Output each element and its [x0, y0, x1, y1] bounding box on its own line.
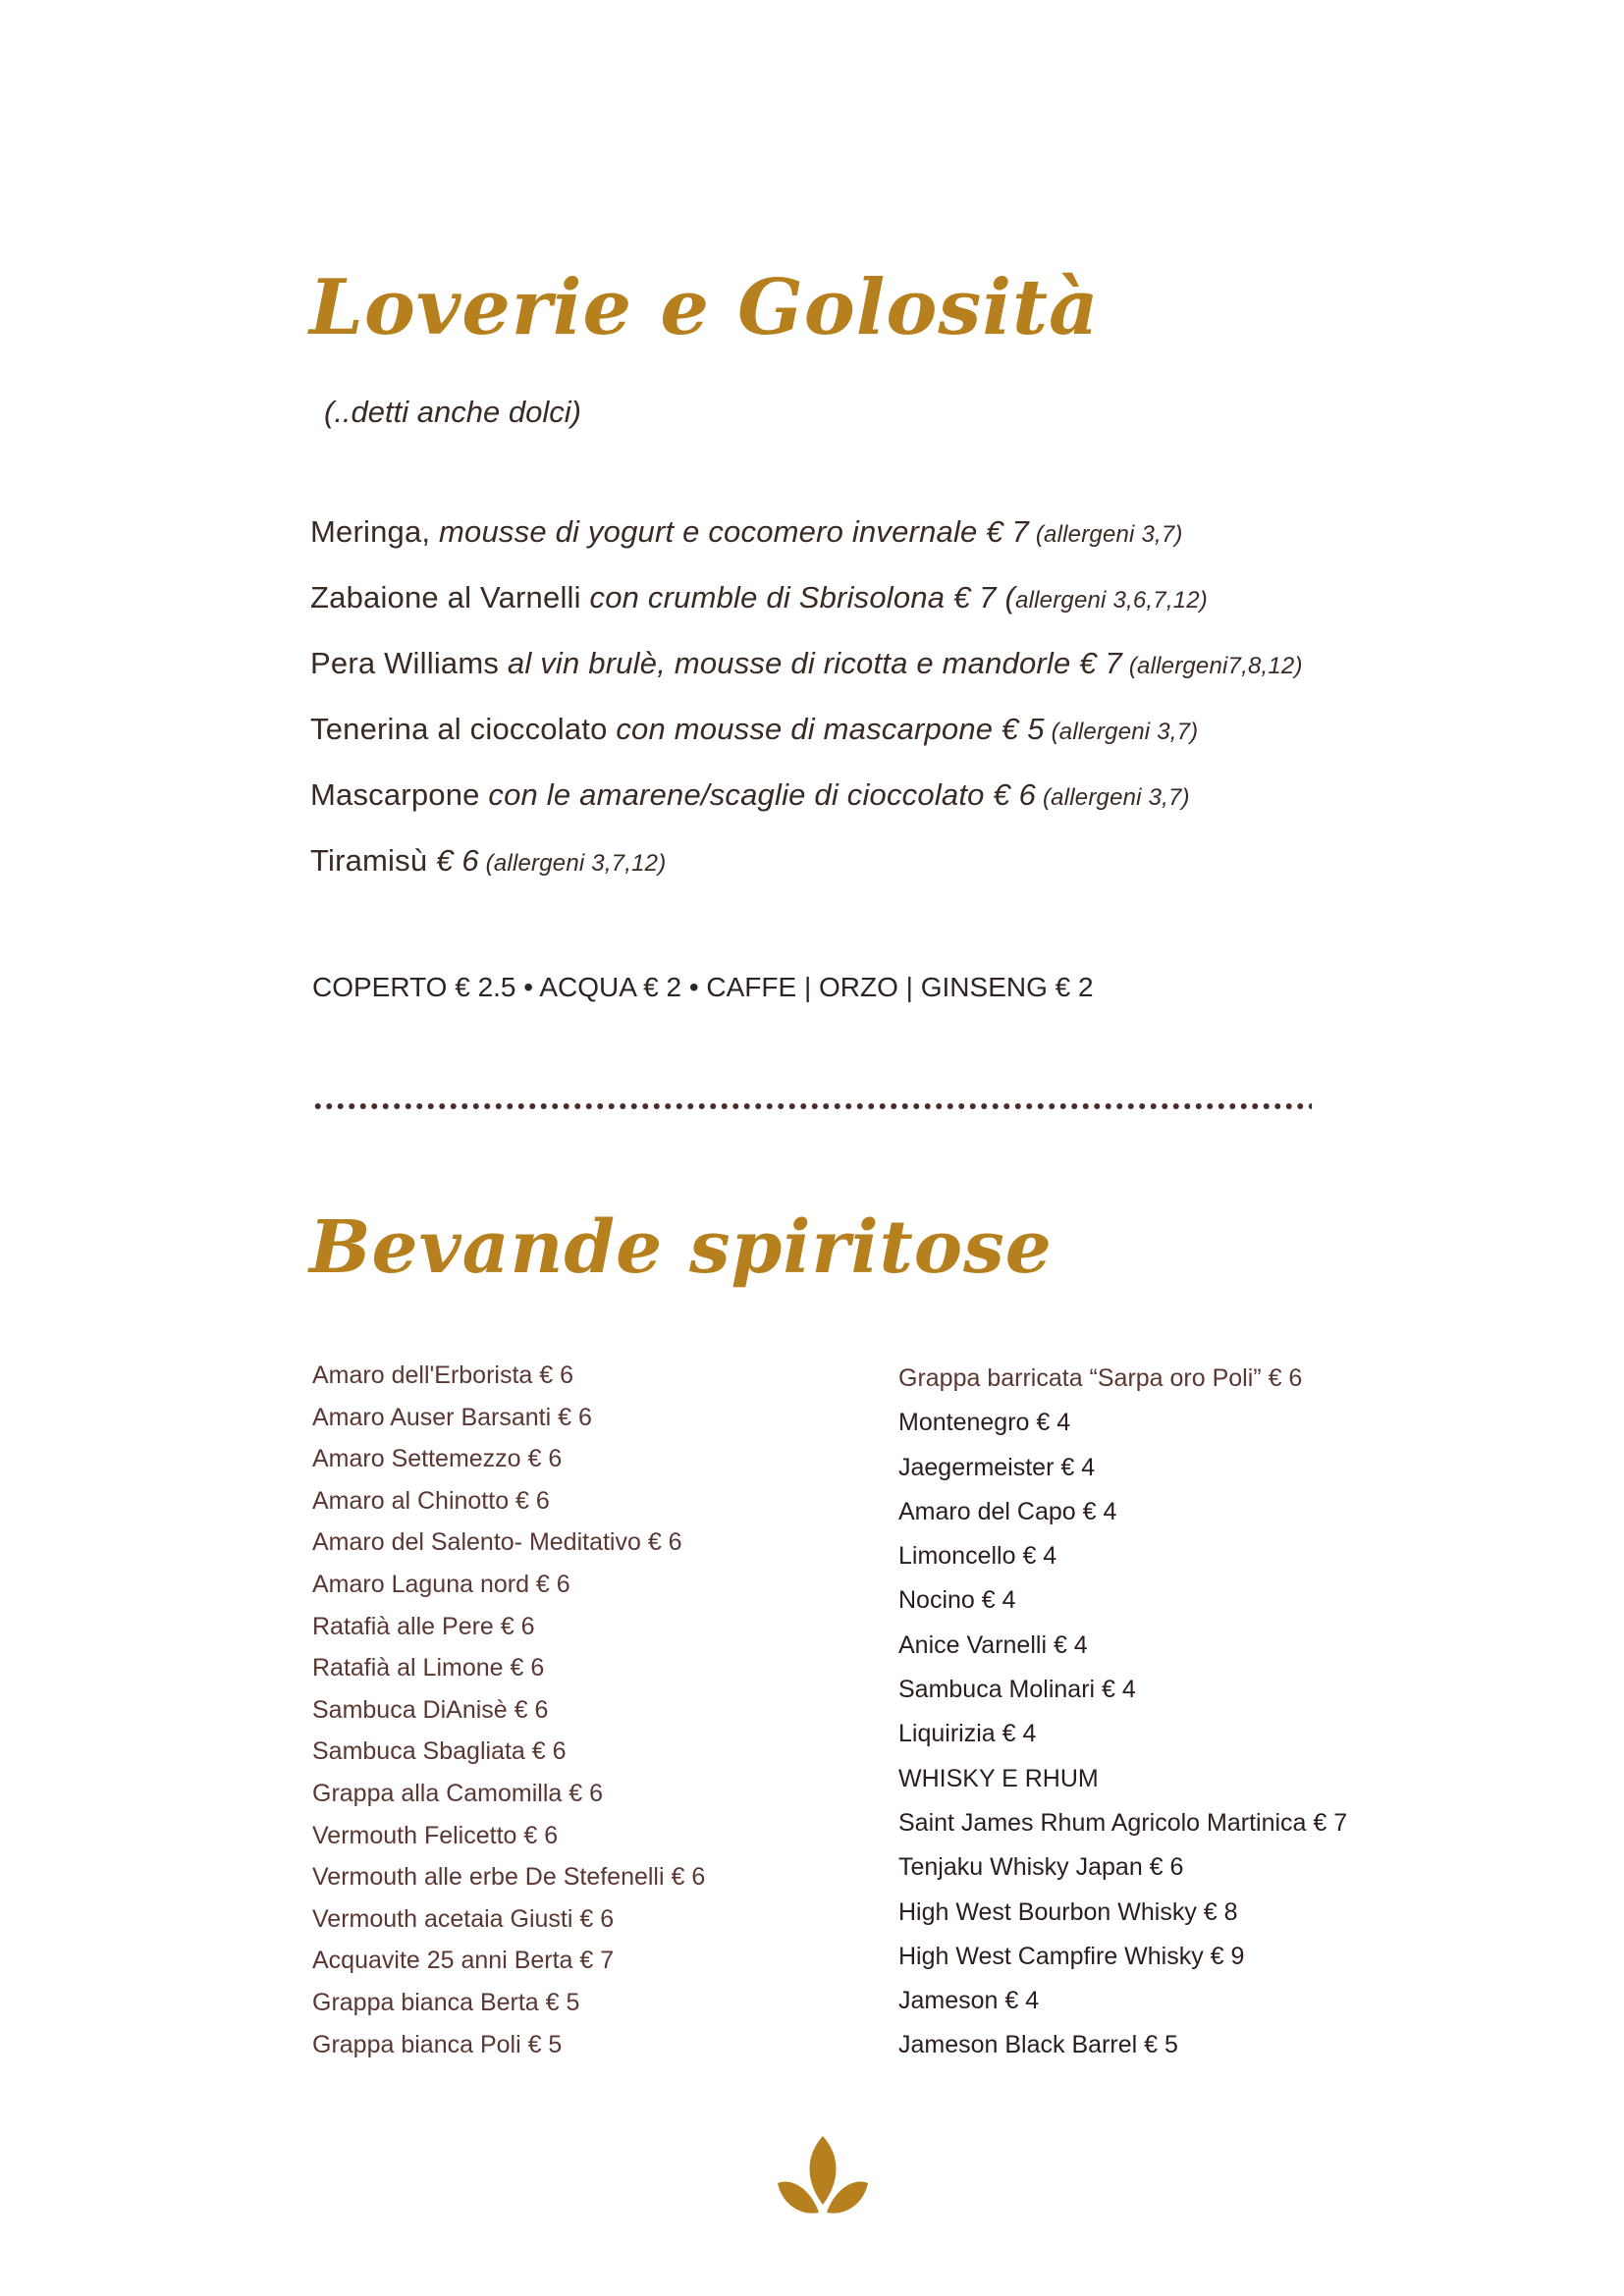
spirit-item: Amaro al Chinotto € 6: [312, 1486, 550, 1515]
spirit-item: Limoncello € 4: [898, 1542, 1057, 1571]
spirit-item: Sambuca Molinari € 4: [898, 1676, 1136, 1704]
spirit-item: High West Campfire Whisky € 9: [898, 1942, 1245, 1970]
dessert-description: mousse di yogurt e cocomero invernale: [430, 514, 978, 549]
spirit-item: Acquavite 25 anni Berta € 7: [312, 1947, 615, 1975]
spirit-item: Sambuca DiAnisè € 6: [312, 1695, 549, 1724]
dessert-name: Meringa,: [310, 514, 431, 549]
spirit-item: Grappa bianca Poli € 5: [312, 2030, 563, 2058]
dessert-name: Pera Williams: [310, 646, 500, 680]
spirit-item: Grappa alla Camomilla € 6: [312, 1779, 603, 1807]
dessert-description: al vin brulè, mousse di ricotta e mandorle: [499, 646, 1071, 680]
spirit-item: Amaro Settemezzo € 6: [312, 1445, 563, 1473]
spirit-item: Liquirizia € 4: [898, 1720, 1037, 1748]
spirit-item: Amaro del Salento- Meditativo € 6: [312, 1528, 682, 1557]
dessert-allergens: (allergeni 3,7,12): [478, 850, 667, 877]
spirit-item: Grappa bianca Berta € 5: [312, 1988, 580, 2016]
dessert-item: [310, 843, 1390, 909]
spirit-item: Ratafià alle Pere € 6: [312, 1612, 535, 1640]
spirit-item: Jameson € 4: [898, 1987, 1040, 2015]
spirits-list-left: [312, 1362, 705, 2072]
section-subtitle-dolci: (..detti anche dolci): [324, 395, 581, 429]
spirit-item: Vermouth alle erbe De Stefenelli € 6: [312, 1863, 706, 1892]
spirit-item: High West Bourbon Whisky € 8: [898, 1897, 1238, 1926]
dessert-price: € 6: [984, 777, 1037, 812]
dessert-description: con crumble di Sbrisolona: [580, 580, 946, 614]
spirit-item: Jaegermeister € 4: [898, 1453, 1096, 1481]
spirit-item: Jameson Black Barrel € 5: [898, 2031, 1178, 2059]
spirits-list-right: [898, 1364, 1347, 2076]
section-title-bevande: Bevande spiritose: [309, 1205, 1053, 1290]
spirit-item: Grappa barricata “Sarpa oro Poli” € 6: [898, 1364, 1303, 1392]
spirit-item: Vermouth acetaia Giusti € 6: [312, 1904, 615, 1933]
dessert-allergens: allergeni 3,6,7,12): [1015, 587, 1208, 614]
dessert-name: Tenerina al cioccolato: [310, 712, 608, 746]
dessert-allergens: (allergeni 3,7): [1036, 784, 1190, 811]
spirit-item: Sambuca Sbagliata € 6: [312, 1737, 567, 1766]
dessert-item: [310, 777, 1390, 843]
dessert-price: € 7 (: [945, 580, 1016, 614]
dessert-price: € 7: [977, 514, 1029, 549]
dessert-price: € 7: [1070, 646, 1122, 680]
dessert-name: Zabaione al Varnelli: [310, 580, 581, 614]
spirit-item: Amaro del Capo € 4: [898, 1497, 1117, 1525]
dessert-description: con mousse di mascarpone: [607, 712, 994, 746]
lotus-leaf-icon: [776, 2134, 870, 2229]
dessert-name: Mascarpone: [310, 777, 480, 812]
section-heading-whisky-rhum: WHISKY E RHUM: [898, 1764, 1099, 1792]
dessert-item: [310, 646, 1390, 712]
dessert-allergens: (allergeni 3,7): [1044, 719, 1199, 745]
dessert-item: [310, 580, 1390, 646]
spirit-item: Vermouth Felicetto € 6: [312, 1821, 559, 1849]
spirit-item: Amaro dell'Erborista € 6: [312, 1362, 574, 1389]
spirit-item: Tenjaku Whisky Japan € 6: [898, 1853, 1184, 1882]
dotted-divider: [312, 1100, 1312, 1112]
spirit-item: Montenegro € 4: [898, 1409, 1071, 1437]
spirit-item: Amaro Laguna nord € 6: [312, 1570, 570, 1598]
spirit-item: Ratafià al Limone € 6: [312, 1654, 545, 1682]
dessert-allergens: (allergeni 3,7): [1029, 521, 1183, 548]
dessert-item: [310, 712, 1390, 777]
dessert-name: Tiramisù: [310, 843, 428, 878]
spirit-item: Saint James Rhum Agricolo Martinica € 7: [898, 1808, 1348, 1837]
dessert-price: € 6: [427, 843, 479, 878]
spirit-item: Anice Varnelli € 4: [898, 1630, 1088, 1659]
dessert-description: con le amarene/scaglie di cioccolato: [479, 777, 985, 812]
section-title-dolci: Loverie e Golosità: [309, 263, 1100, 352]
spirit-item: Amaro Auser Barsanti € 6: [312, 1403, 592, 1431]
dessert-list: [310, 514, 1390, 909]
extras-line: COPERTO € 2.5 • ACQUA € 2 • CAFFE | ORZO | GINSENG € 2: [312, 972, 1094, 1002]
dessert-price: € 5: [993, 712, 1045, 746]
spirit-item: Nocino € 4: [898, 1586, 1016, 1615]
dessert-item: [310, 514, 1390, 580]
dessert-allergens: (allergeni7,8,12): [1121, 653, 1303, 679]
